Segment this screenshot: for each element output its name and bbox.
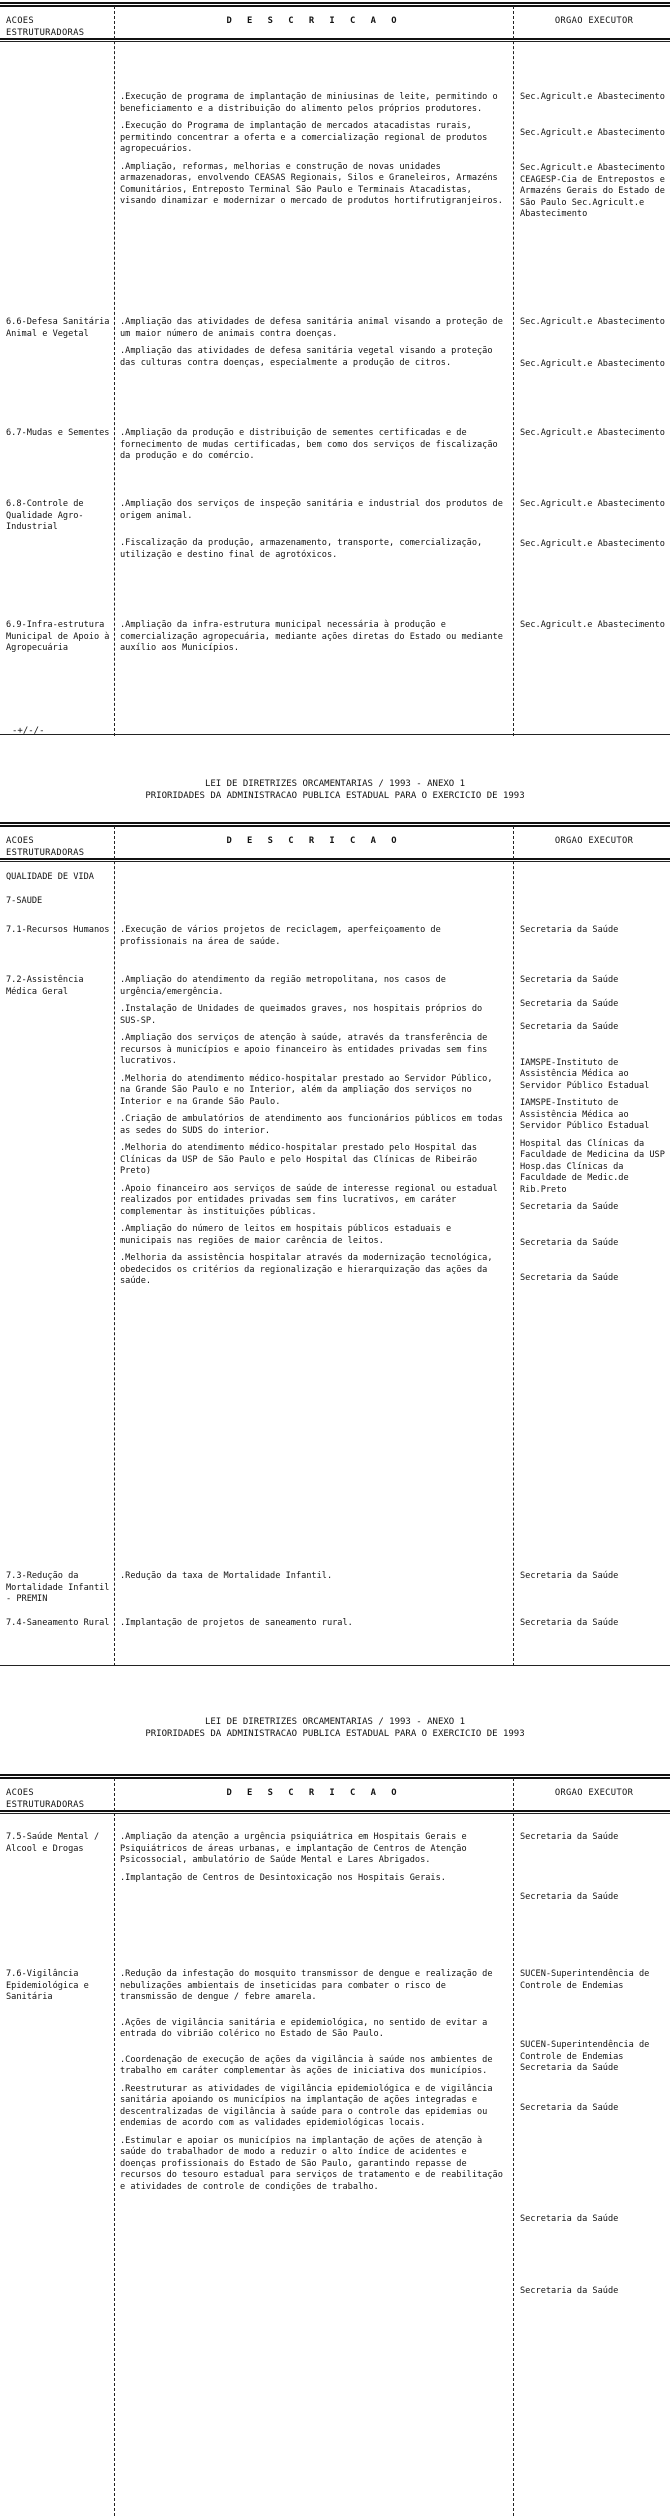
col-header-executor: ORGAO EXECUTOR: [554, 1788, 634, 1798]
top-rule: [0, 1774, 670, 1776]
action-label: 7.1-Recursos Humanos: [6, 925, 110, 935]
action-label: 7.6-Vigilância Epidemiológica e Sanitária: [6, 1969, 94, 2002]
description-item: .Ampliação dos serviços de inspeção sanitária e industrial dos produtos de origem animal.: [120, 499, 503, 521]
col-header-actions: ACOES ESTRUTURADORAS: [6, 836, 85, 858]
description-cell: [120, 92, 508, 214]
executor-cell: [520, 925, 668, 943]
executor-item: Secretaria da Saúde: [520, 1273, 619, 1283]
header-rule: [0, 858, 670, 860]
page-title: [0, 1716, 670, 1740]
col-header-executor: ORGAO EXECUTOR: [554, 836, 634, 846]
executor-item: SUCEN-Superintendência de Controle de Endemias: [520, 1969, 650, 1991]
description-cell: [120, 925, 508, 954]
description-item: .Execução de vários projetos de reciclagem, aperfeiçoamento de profissionais na área de saúde.: [120, 925, 441, 947]
description-item: .Ampliação dos serviços de atenção à saúde, através da transferência de recursos à municípios e apoio financeiro às entidades privadas sem fins lucrativos.: [120, 1033, 488, 1066]
description-cell: [120, 1618, 508, 1636]
header-rule-thin: [0, 861, 670, 862]
header-rule: [0, 1810, 670, 1812]
executor-item: Secretaria da Saúde: [520, 1618, 619, 1628]
executor-item: Sec.Agricult.e Abastecimento: [520, 317, 665, 327]
top-rule: [0, 822, 670, 824]
top-rule-double: [0, 5, 670, 7]
description-item: .Instalação de Unidades de queimados graves, nos hospitais próprios do SUS-SP.: [120, 1004, 483, 1026]
description-item: .Melhoria do atendimento médico-hospitalar prestado ao Servidor Público, na Grande São Paulo e no Interior, além da ampliação dos serviços no Interior e na Grande São Paulo.: [120, 1073, 493, 1107]
description-item: .Ampliação das atividades de defesa sanitária animal visando a proteção de um maior número de animais contra doenças.: [120, 317, 503, 339]
action-label: 6.7-Mudas e Sementes: [6, 428, 110, 438]
description-item: .Coordenação de execução de ações da vigilância à saúde nos ambientes de trabalho em caráter complementar às ações de iniciativa dos municípios.: [120, 2054, 493, 2076]
executor-item: IAMSPE-Instituto de Assistência Médica ao Servidor Público Estadual: [520, 1098, 650, 1131]
executor-item: Secretaria da Saúde: [520, 1202, 619, 1212]
executor-item: Sec.Agricult.e Abastecimento: [520, 538, 665, 549]
executor-cell: [520, 620, 668, 638]
executor-item: Secretaria da Saúde: [520, 1022, 619, 1032]
page-title-line: LEI DE DIRETRIZES ORCAMENTARIAS / 1993 - ANEXO 1: [204, 779, 466, 789]
description-item: .Apoio financeiro aos serviços de saúde de interesse regional ou estadual realizados por entidades privadas sem fins lucrativos, em caráter complementar às instituições públicas.: [120, 1183, 498, 1217]
description-cell: [120, 428, 508, 469]
executor-cell: [520, 499, 668, 556]
description-cell: [120, 1571, 508, 1589]
executor-item: Sec.Agricult.e Abastecimento: [520, 92, 665, 102]
column-divider: [114, 826, 115, 1666]
page-title-line: PRIORIDADES DA ADMINISTRACAO PUBLICA ESTADUAL PARA O EXERCICIO DE 1993: [145, 1729, 525, 1739]
description-cell: [120, 499, 508, 567]
header-rule: [0, 38, 670, 40]
top-rule-double: [0, 825, 670, 827]
description-item: .Fiscalização da produção, armazenamento, transporte, comercialização, utilização e destino final de agrotóxicos.: [120, 538, 483, 560]
description-item: .Ampliação da produção e distribuição de sementes certificadas e de fornecimento de mudas certificadas, bem como dos serviços de fiscalização da produção e do comércio.: [120, 428, 498, 461]
description-item: .Ampliação do atendimento da região metropolitana, nos casos de urgência/emergência.: [120, 975, 446, 997]
action-label: 7.2-Assistência Médica Geral: [6, 975, 89, 997]
header-rule-thin: [0, 1813, 670, 1814]
description-item: .Estimular e apoiar os municípios na implantação de ações de atenção à saúde do trabalhador de modo a reduzir o alto índice de acidentes e doenças profissionais do Estado de São Paulo, garantindo repasse de recursos do tesouro estadual para serviços de tratamento e de reabilitação e atividades de controle de condições de trabalho.: [120, 2135, 503, 2192]
description-item: .Ampliação das atividades de defesa sanitária vegetal visando a proteção das culturas contra doenças, especialmente a produção de citros.: [120, 346, 493, 368]
page-title-line: LEI DE DIRETRIZES ORCAMENTARIAS / 1993 - ANEXO 1: [204, 1717, 466, 1727]
action-label: 6.6-Defesa Sanitária Animal e Vegetal: [6, 317, 115, 339]
column-divider: [114, 6, 115, 736]
executor-item: Sec.Agricult.e Abastecimento: [520, 499, 665, 509]
executor-item: Sec.Agricult.e Abastecimento: [520, 620, 665, 630]
description-item: .Ações de vigilância sanitária e epidemiológica, no sentido de evitar a entrada do vibrião colérico no Estado de São Paulo.: [120, 2017, 488, 2039]
col-header-description: D E S C R I C A O: [226, 16, 402, 26]
description-item: .Melhoria do atendimento médico-hospitalar prestado pelo Hospital das Clínicas da USP de São Paulo e pelo Hospital das Clínicas de Ribeirão Preto): [120, 1143, 477, 1176]
executor-item: Sec.Agricult.e Abastecimento: [520, 428, 665, 438]
description-item: .Execução de programa de implantação de miniusinas de leite, permitindo o beneficiamento e a distribuição do alimento pelos próprios produtores.: [120, 92, 498, 114]
action-label: 7.3-Redução da Mortalidade Infantil - PREMIN: [6, 1571, 115, 1604]
executor-item: Secretaria da Saúde: [520, 1237, 619, 1248]
handwritten-mark: -+/-/-: [12, 726, 45, 736]
page-3: [0, 1716, 670, 2516]
executor-item: Secretaria da Saúde: [520, 975, 619, 985]
page-title-line: PRIORIDADES DA ADMINISTRACAO PUBLICA ESTADUAL PARA O EXERCICIO DE 1993: [145, 791, 525, 801]
executor-cell: [520, 92, 668, 227]
description-item: .Ampliação da infra-estrutura municipal necessária à produção e comercialização agropecuária, mediante ações diretas do Estado ou mediante auxílio aos Municípios.: [120, 620, 503, 653]
action-label: 7.4-Saneamento Rural: [6, 1618, 110, 1628]
section-label: QUALIDADE DE VIDA: [6, 872, 94, 882]
executor-cell: [520, 1832, 668, 1909]
description-item: .Implantação de projetos de saneamento rural.: [120, 1618, 353, 1628]
column-divider: [513, 1778, 514, 2516]
description-item: .Ampliação do número de leitos em hospitais públicos estaduais e municipais nas regiões de maior carência de leitos.: [120, 1224, 452, 1246]
executor-cell: [520, 1618, 668, 1636]
col-header-description: D E S C R I C A O: [226, 1788, 402, 1798]
col-header-actions: ACOES ESTRUTURADORAS: [6, 16, 85, 38]
column-divider: [513, 826, 514, 1666]
page-2: [0, 778, 670, 1678]
executor-item: Sec.Agricult.e Abastecimento: [520, 358, 665, 369]
executor-item: Secretaria da Saúde: [520, 2102, 619, 2113]
page-title: [0, 778, 670, 802]
description-item: .Execução do Programa de implantação de mercados atacadistas rurais, permitindo concentrar a oferta e a comercialização regional de produtos agropecuários.: [120, 121, 488, 154]
description-cell: [120, 620, 508, 661]
executor-cell: [520, 428, 668, 446]
description-item: .Ampliação da atenção a urgência psiquiátrica em Hospitais Gerais e Psiquiátricos de áreas urbanas, e implantação de Centros de Atenção Psicossocial, ambulatório de Saúde Mental e Lares Abrigados.: [120, 1832, 467, 1865]
executor-item: IAMSPE-Instituto de Assistência Médica ao Servidor Público Estadual: [520, 1057, 650, 1091]
executor-item: Sec.Agricult.e Abastecimento CEAGESP-Cia de Entrepostos e Armazéns Gerais do Estado de São Paulo Sec.Agricult.e Abastecimento: [520, 163, 665, 219]
page-1: [0, 0, 670, 738]
description-cell: [120, 1969, 508, 2199]
col-header-actions: ACOES ESTRUTURADORAS: [6, 1788, 85, 1810]
action-label: 6.9-Infra-estrutura Municipal de Apoio à Agropecuária: [6, 620, 115, 653]
executor-cell: [520, 1571, 668, 1589]
description-item: .Implantação de Centros de Desintoxicação nos Hospitais Gerais.: [120, 1872, 446, 1883]
executor-cell: [520, 1969, 668, 2303]
top-rule-double: [0, 1777, 670, 1779]
executor-item: SUCEN-Superintendência de Controle de Endemias Secretaria da Saúde: [520, 2040, 650, 2073]
col-header-description: D E S C R I C A O: [226, 836, 402, 846]
column-divider: [513, 6, 514, 736]
executor-item: Secretaria da Saúde: [520, 1832, 619, 1842]
description-item: .Reestruturar as atividades de vigilância epidemiológica e de vigilância sanitária apoiando os municípios na implantação de ações integradas e descentralizadas de vigilância à saúde para o controle das epidemias ou endemias de acordo com as validades epidemiológicas locais.: [120, 2083, 493, 2128]
executor-item: Hospital das Clínicas da Faculdade de Medicina da USP Hosp.das Clínicas da Faculdade de Medic.de Rib.Preto: [520, 1138, 665, 1195]
description-item: .Criação de ambulatórios de atendimento aos funcionários públicos em todas as sedes do SUDS do interior.: [120, 1114, 503, 1136]
top-rule: [0, 2, 670, 4]
description-cell: [120, 317, 508, 375]
description-item: .Ampliação, reformas, melhorias e construção de novas unidades armazenadoras, envolvendo CEASAS Regionais, Silos e Graneleiros, Armazéns Comunitários, Entreposto Terminal São Paulo e Terminais Atacadistas, visando dinamizar e modernizar o mercado de produtos hortifrutigranjeiros.: [120, 161, 503, 206]
description-item: .Melhoria da assistência hospitalar através da modernização tecnológica, obedecidos os critérios da regionalização e hierarquização das ações da saúde.: [120, 1253, 493, 1286]
description-item: .Redução da taxa de Mortalidade Infantil.: [120, 1571, 333, 1581]
executor-cell: [520, 317, 668, 376]
bottom-rule: [0, 734, 670, 735]
executor-item: Sec.Agricult.e Abastecimento: [520, 127, 665, 138]
description-cell: [120, 1832, 508, 1890]
column-divider: [114, 1778, 115, 2516]
executor-item: Secretaria da Saúde: [520, 1891, 619, 1902]
executor-item: Secretaria da Saúde: [520, 998, 619, 1009]
executor-item: Secretaria da Saúde: [520, 2214, 619, 2224]
action-label: 7.5-Saúde Mental / Alcool e Drogas: [6, 1832, 105, 1854]
header-rule-thin: [0, 41, 670, 42]
bottom-rule: [0, 1665, 670, 1666]
executor-item: Secretaria da Saúde: [520, 2285, 619, 2296]
action-label: 6.8-Controle de Qualidade Agro-Industrial: [6, 499, 89, 532]
description-item: .Redução da infestação do mosquito transmissor de dengue e realização de nebulizações ambientais de inseticidas para combater o risco de transmissão de dengue / febre amarela.: [120, 1969, 493, 2002]
executor-item: Secretaria da Saúde: [520, 1571, 619, 1581]
col-header-executor: ORGAO EXECUTOR: [554, 16, 634, 26]
executor-cell: [520, 975, 668, 1291]
executor-item: Secretaria da Saúde: [520, 925, 619, 935]
description-cell: [120, 975, 508, 1294]
subsection-label: 7-SAUDE: [6, 896, 43, 906]
